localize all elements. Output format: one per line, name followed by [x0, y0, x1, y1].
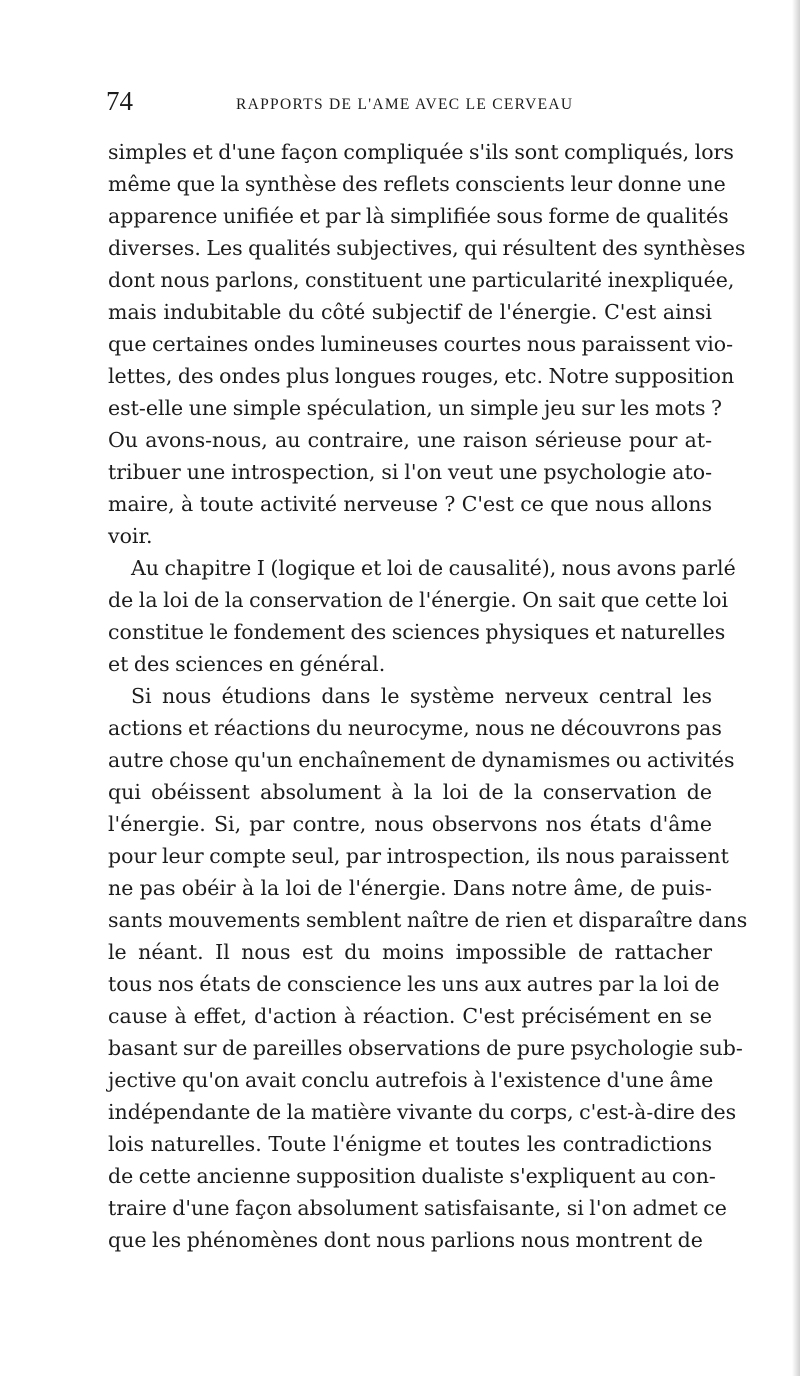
- text-line: voir.: [108, 524, 153, 548]
- text-line: pour leur compte seul, par introspection, ils nous paraissent: [108, 844, 729, 868]
- text-line: dont nous parlons, constituent une particularité inexpliquée,: [108, 268, 735, 292]
- text-line: constitue le fondement des sciences physiques et naturelles: [108, 620, 726, 644]
- text-line: que certaines ondes lumineuses courtes nous paraissent vio-: [108, 332, 734, 356]
- text-line: sants mouvements semblent naître de rien et disparaître dans: [108, 908, 748, 932]
- running-head: RAPPORTS DE L'AME AVEC LE CERVEAU: [236, 96, 574, 113]
- text-line: jective qu'on avait conclu autrefois à l'existence d'une âme: [108, 1068, 714, 1092]
- text-line: tous nos états de conscience les uns aux autres par la loi de: [108, 972, 720, 996]
- text-line: de la loi de la conservation de l'énergie. On sait que cette loi: [108, 588, 729, 612]
- text-line: cause à effet, d'action à réaction. C'est précisément en se: [108, 1004, 712, 1028]
- text-line: mais indubitable du côté subjectif de l'énergie. C'est ainsi: [108, 300, 712, 324]
- text-line: Si nous étudions dans le système nerveux central les: [131, 684, 712, 708]
- text-line: actions et réactions du neurocyme, nous ne découvrons pas: [108, 716, 722, 740]
- text-line: qui obéissent absolument à la loi de la conservation de: [108, 780, 712, 804]
- text-line: Ou avons-nous, au contraire, une raison sérieuse pour at-: [108, 428, 712, 452]
- text-line: ne pas obéir à la loi de l'énergie. Dans notre âme, de puis-: [108, 876, 712, 900]
- text-line: tribuer une introspection, si l'on veut une psychologie ato-: [108, 460, 712, 484]
- text-line: basant sur de pareilles observations de pure psychologie sub-: [108, 1036, 743, 1060]
- text-line: même que la synthèse des reflets conscients leur donne une: [108, 172, 726, 196]
- page-edge-shadow: [792, 0, 800, 1376]
- text-line: que les phénomènes dont nous parlions nous montrent de: [108, 1228, 703, 1252]
- text-line: lois naturelles. Toute l'énigme et toutes les contradictions: [108, 1132, 712, 1156]
- text-line: le néant. Il nous est du moins impossible de rattacher: [108, 940, 712, 964]
- text-line: simples et d'une façon compliquée s'ils sont compliqués, lors: [108, 140, 734, 164]
- text-line: l'énergie. Si, par contre, nous observons nos états d'âme: [108, 812, 712, 836]
- text-line: autre chose qu'un enchaînement de dynamismes ou activités: [108, 748, 735, 772]
- page-header: [106, 84, 686, 124]
- text-line: est-elle une simple spéculation, un simple jeu sur les mots ?: [108, 396, 722, 420]
- text-line: indépendante de la matière vivante du corps, c'est-à-dire des: [108, 1100, 737, 1124]
- text-line: diverses. Les qualités subjectives, qui résultent des synthèses: [108, 236, 746, 260]
- text-line: lettes, des ondes plus longues rouges, etc. Notre supposition: [108, 364, 735, 388]
- text-line: de cette ancienne supposition dualiste s'expliquent au con-: [108, 1164, 716, 1188]
- text-line: et des sciences en général.: [108, 652, 386, 676]
- text-line: Au chapitre I (logique et loi de causalité), nous avons parlé: [131, 556, 736, 580]
- text-line: traire d'une façon absolument satisfaisante, si l'on admet ce: [108, 1196, 727, 1220]
- text-line: apparence unifiée et par là simplifiée sous forme de qualités: [108, 204, 729, 228]
- page-number: 74: [106, 86, 133, 116]
- text-line: maire, à toute activité nerveuse ? C'est ce que nous allons: [108, 492, 712, 516]
